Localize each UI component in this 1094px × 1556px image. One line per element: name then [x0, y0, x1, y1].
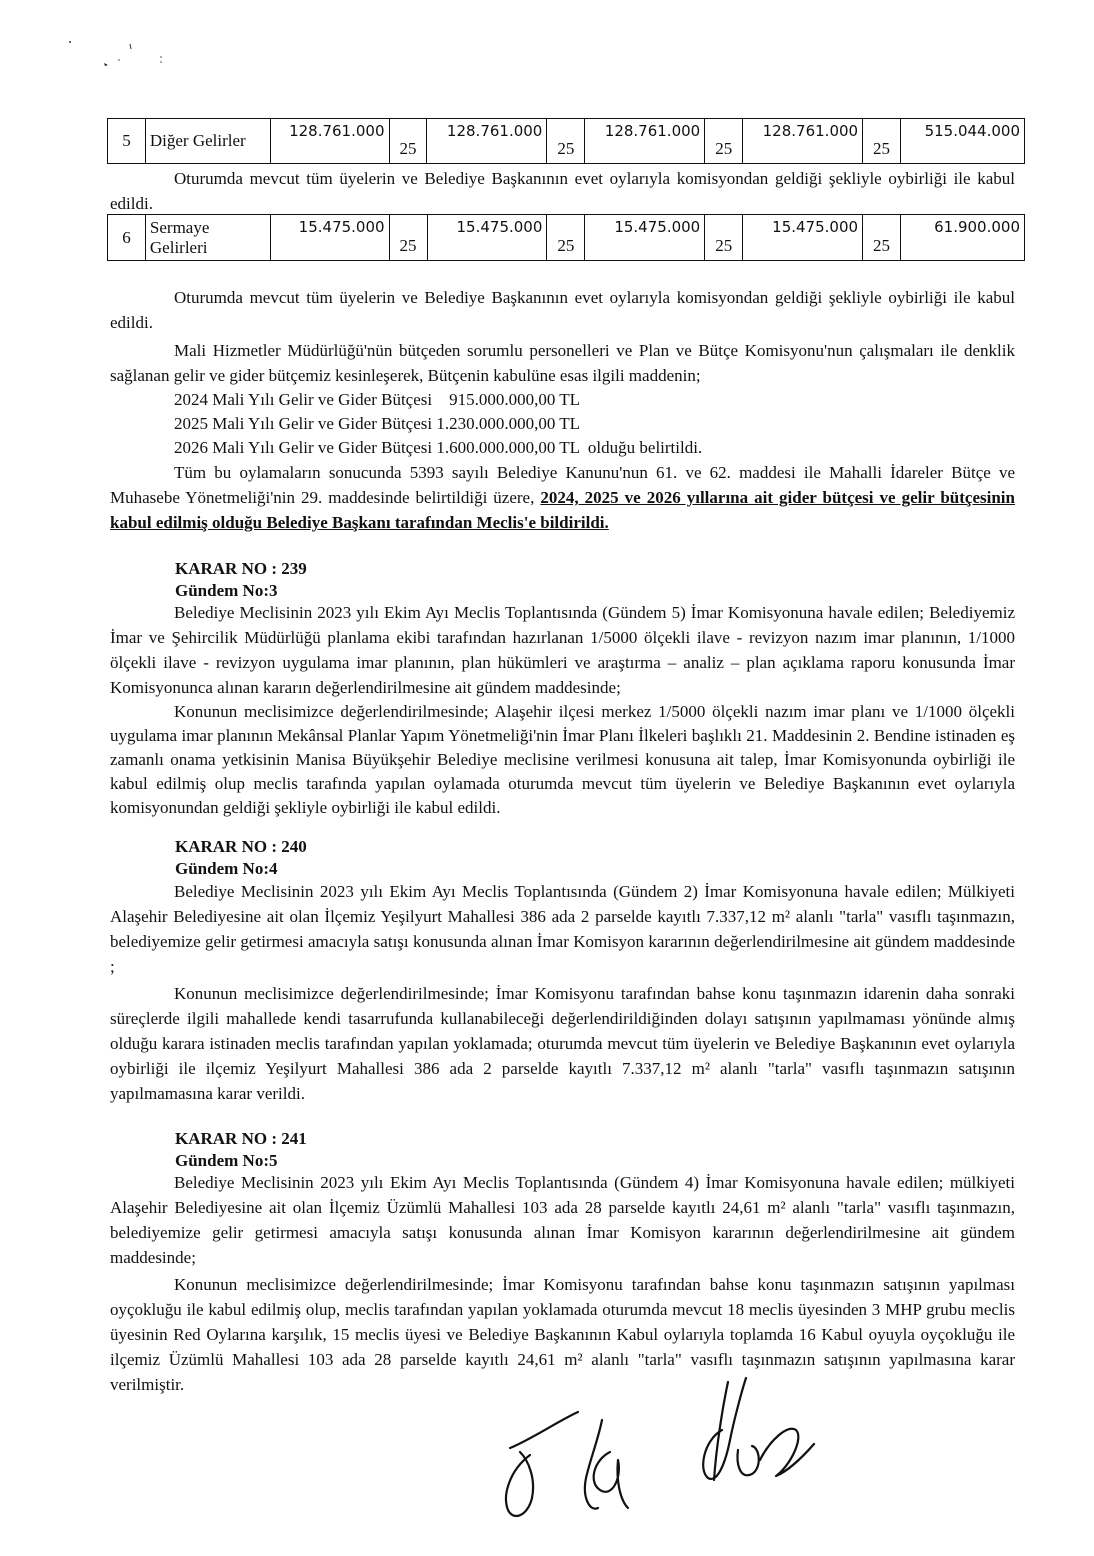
karar-241-heading	[175, 1128, 307, 1172]
handwritten-signatures	[490, 1360, 850, 1530]
karar-240-heading	[175, 836, 307, 880]
table-cell: 25	[389, 215, 427, 261]
table-cell: 128.761.000	[743, 119, 863, 164]
karar-title: KARAR NO : 239	[175, 559, 307, 578]
karar-241-paragraph-2: Konunun meclisimizce değerlendirilmesinde; İmar Komisyonu tarafından bahse konu taşınmazın satışının yapılması oyçokluğu ile kabul edilmiş olup, meclis tarafından yapılan yoklamada oturumda mevcut 18 meclis üyesinden 3 MHP grubu meclis üyesinin Red Oylarına karşılık, 15 meclis üyesi ve Belediye Başkanının Kabul oylarıyla toplamda 16 Kabul oyuyla oyçokluğu ile ilçemiz Üzümlü Mahallesi 103 ada 28 parselde kayıtlı 24,61 m² alanlı "tarla" vasıflı taşınmazın satışının yapılmasına karar verilmiştir.	[110, 1275, 1015, 1394]
table-cell: 15.475.000	[427, 215, 547, 261]
budget-table-row-6	[107, 214, 1025, 261]
scan-marks	[60, 30, 180, 80]
budget-2024-line: 2024 Mali Yılı Gelir ve Gider Bütçesi 915.000.000,00 TL	[174, 390, 581, 409]
budget-intro: Mali Hizmetler Müdürlüğü'nün bütçeden sorumlu personelleri ve Plan ve Bütçe Komisyonu'nun çalışmaları ile denklik sağlanan gelir ve gider bütçemiz kesinleşerek, Bütçenin kabulüne esas ilgili maddenin;	[110, 341, 1015, 385]
row-number: 5	[108, 119, 146, 164]
gundem-label: Gündem No:4	[175, 859, 278, 878]
table-cell: 25	[705, 215, 743, 261]
budget-section	[110, 285, 1015, 535]
table-cell: 128.761.000	[270, 119, 389, 164]
karar-239-paragraph-1: Belediye Meclisinin 2023 yılı Ekim Ayı Meclis Toplantısında (Gündem 5) İmar Komisyonuna havale edilen; Belediyemiz İmar ve Şehircilik Müdürlüğü planlama ekibi tarafından hazırlanan 1/5000 ölçekli ilave - revizyon nazım imar planının, 1/1000 ölçekli ilave - revizyon uygulama imar planının, plan hükümleri ve araştırma – analiz – plan açıklama raporu konusunda İmar Komisyonunca alınan kararın değerlendirilmesine ait gündem maddesinde;	[110, 603, 1015, 697]
row-label: Diğer Gelirler	[145, 119, 270, 164]
budget-table-row-5	[107, 118, 1025, 164]
table-cell: 15.475.000	[585, 215, 705, 261]
row-label-line-2: Gelirleri	[149, 237, 208, 257]
table-cell: 128.761.000	[585, 119, 705, 164]
table-cell: 25	[863, 119, 901, 164]
table-cell: 25	[547, 215, 585, 261]
conclusion-emphasis: 2024, 2025 ve 2026 yıllarına ait gider bütçesi ve gelir bütçesinin kabul edilmiş olduğu Belediye Başkanı tarafından Meclis'e bildirildi.	[110, 488, 1015, 532]
note-after-row-5: Oturumda mevcut tüm üyelerin ve Belediye Başkanının evet oylarıyla komisyondan geldiği şekliyle oybirliği ile kabul edildi.	[110, 169, 1015, 213]
table-cell: 128.761.000	[427, 119, 547, 164]
row-label-line-1: Sermaye	[149, 217, 210, 237]
note-after-row-6: Oturumda mevcut tüm üyelerin ve Belediye Başkanının evet oylarıyla komisyondan geldiği şekliyle oybirliği ile kabul edildi.	[110, 288, 1015, 332]
table-cell: 25	[389, 119, 427, 164]
table-cell-total: 61.900.000	[900, 215, 1024, 261]
conclusion-paragraph	[110, 460, 1015, 535]
table-cell: 25	[547, 119, 585, 164]
table-cell: 15.475.000	[743, 215, 863, 261]
budget-2026-line: 2026 Mali Yılı Gelir ve Gider Bütçesi 1.600.000.000,00 TL olduğu belirtildi.	[174, 438, 703, 457]
karar-title: KARAR NO : 241	[175, 1129, 307, 1148]
conclusion-text: Tüm bu oylamaların sonucunda 5393 sayılı Belediye Kanunu'nun 61. ve 62. maddesi ile Mahalli İdareler Bütçe ve Muhasebe Yönetmeliği'nin 29. maddesinde belirtildiği üzere,	[110, 463, 1015, 507]
karar-240-paragraph-2: Konunun meclisimizce değerlendirilmesinde; İmar Komisyonu tarafından bahse konu taşınmazın idarenin daha sonraki süreçlerde ilgili mahallede kendi tasarrufunda kullanabileceği değerlendirildiğinden dolayı satışının yapılmaması yönünde almış olduğu karara istinaden meclis tarafından yapılan yoklamada; oturumda mevcut tüm üyelerin ve Belediye Başkanının evet oylarıyla oybirliği ile ilçemiz Yeşilyurt Mahallesi 386 ada 2 parselde kayıtlı 7.337,12 m² alanlı "tarla" vasıflı taşınmazın satışının yapılmamasına karar verildi.	[110, 984, 1015, 1103]
karar-239-body	[110, 600, 1015, 820]
table-cell-total: 515.044.000	[901, 119, 1025, 164]
karar-240-body	[110, 879, 1015, 1106]
karar-239-heading	[175, 558, 307, 602]
karar-241-paragraph-1: Belediye Meclisinin 2023 yılı Ekim Ayı Meclis Toplantısında (Gündem 4) İmar Komisyonuna havale edilen; mülkiyeti Alaşehir Belediyesine ait olan İlçemiz Üzümlü Mahallesi 103 ada 28 parselde kayıtlı 24,61 m² alanlı "tarla" vasıflı taşınmazın, belediyemize gelir getirmesi amacıyla satışı konusunda alınan İmar Komisyon kararının değerlendirilmesine ait gündem maddesinde;	[110, 1173, 1015, 1267]
table-cell: 25	[863, 215, 901, 261]
gundem-label: Gündem No:5	[175, 1151, 278, 1170]
gundem-label: Gündem No:3	[175, 581, 278, 600]
karar-240-paragraph-1: Belediye Meclisinin 2023 yılı Ekim Ayı Meclis Toplantısında (Gündem 2) İmar Komisyonuna havale edilen; Mülkiyeti Alaşehir Belediyesine ait olan İlçemiz Yeşilyurt Mahallesi 386 ada 2 parselde kayıtlı 7.337,12 m² alanlı "tarla" vasıflı taşınmazın, belediyemize gelir getirmesi amacıyla satışı konusunda alınan İmar Komisyon kararının değerlendirilmesine ait gündem maddesinde ;	[110, 882, 1015, 976]
table-cell: 25	[705, 119, 743, 164]
karar-title: KARAR NO : 240	[175, 837, 307, 856]
row-label	[145, 215, 270, 261]
row-number: 6	[108, 215, 146, 261]
table-cell: 15.475.000	[270, 215, 389, 261]
karar-239-paragraph-2: Konunun meclisimizce değerlendirilmesinde; Alaşehir ilçesi merkez 1/5000 ölçekli nazım imar planı ve 1/1000 ölçekli uygulama imar planının Mekânsal Planlar Yapım Yönetmeliği'nin İmar Planı İlkeleri başlıklı 21. Maddesinin 2. Bendine istinaden eş zamanlı onama yetkisinin Manisa Büyükşehir Belediye meclisine verilmesi konusuna ait talep, İmar Komisyonunda oybirliği ile kabul edilmiş olup meclis tarafında yapılan oylamada oturumda mevcut tüm üyelerin ve Belediye Başkanının evet oylarıyla komisyonundan geldiği şekliyle oybirliği ile kabul edildi.	[110, 702, 1015, 817]
budget-2025-line: 2025 Mali Yılı Gelir ve Gider Bütçesi 1.230.000.000,00 TL	[174, 414, 581, 433]
